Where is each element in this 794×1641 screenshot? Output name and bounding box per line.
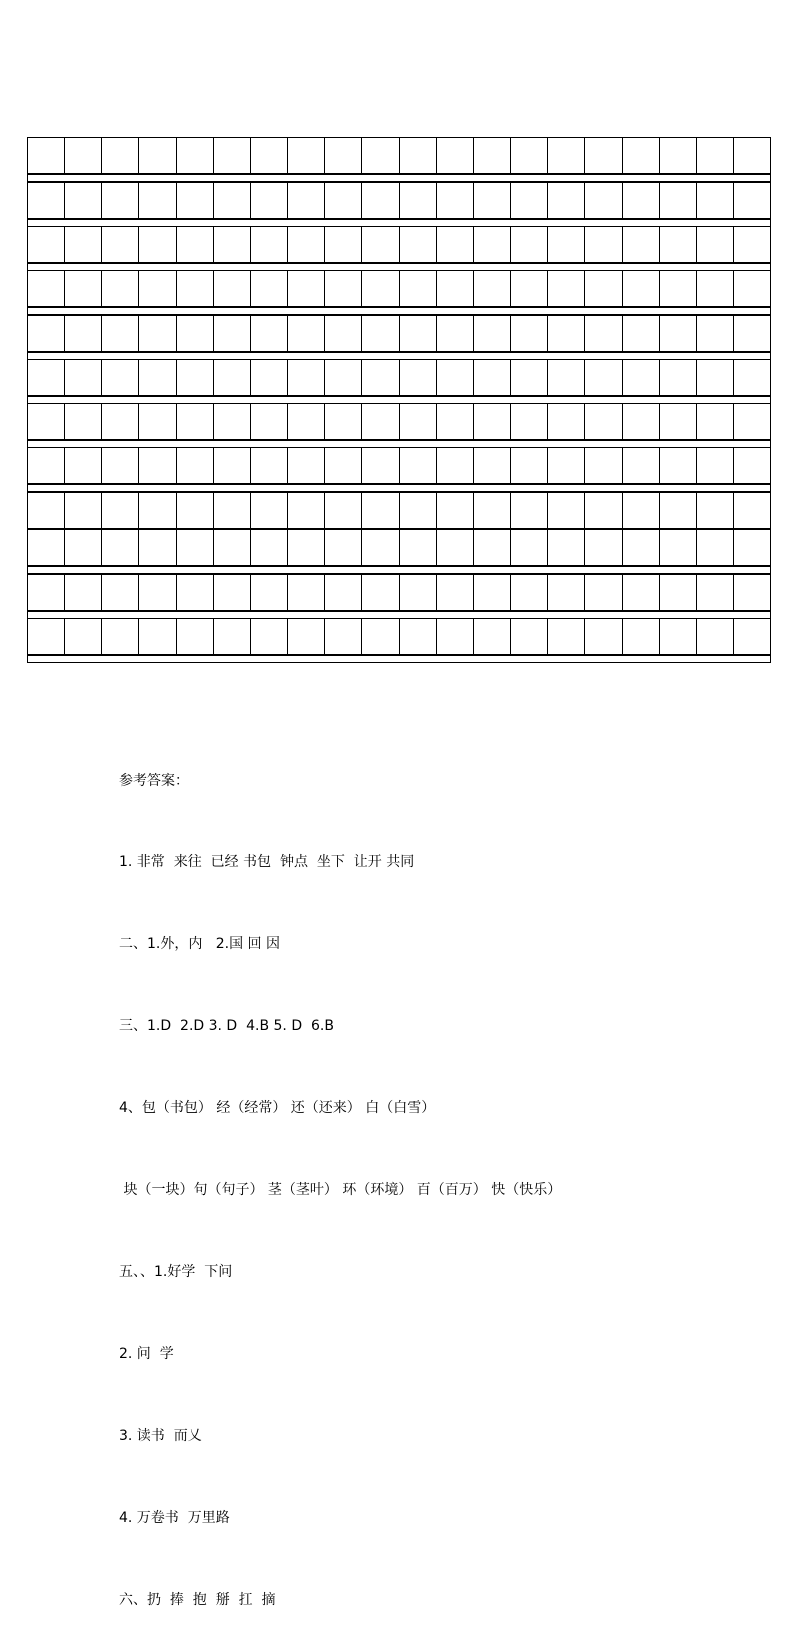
answer-key	[119, 713, 561, 1641]
grid-cell	[214, 183, 251, 218]
grid-cell	[214, 493, 251, 528]
writing-grid	[27, 137, 771, 662]
grid-cell	[585, 316, 622, 351]
grid-cell	[400, 448, 437, 483]
grid-cell	[288, 448, 325, 483]
grid-cell	[400, 227, 437, 262]
grid-cell	[251, 404, 288, 439]
grid-cell	[511, 227, 548, 262]
grid-cell	[400, 138, 437, 173]
grid-cell	[251, 227, 288, 262]
grid-cell	[102, 404, 139, 439]
grid-row	[27, 270, 771, 307]
grid-cell	[697, 183, 734, 218]
grid-spacer-strip	[27, 307, 771, 315]
grid-cell	[734, 530, 770, 565]
grid-cell	[474, 360, 511, 395]
grid-cell	[623, 448, 660, 483]
grid-cell	[548, 530, 585, 565]
grid-cell	[251, 360, 288, 395]
grid-cell	[585, 138, 622, 173]
grid-cell	[362, 138, 399, 173]
grid-cell	[325, 448, 362, 483]
grid-cell	[697, 530, 734, 565]
grid-cell	[251, 448, 288, 483]
grid-cell	[28, 183, 65, 218]
grid-cell	[177, 619, 214, 654]
grid-cell	[288, 271, 325, 306]
grid-cell	[177, 138, 214, 173]
grid-cell	[585, 183, 622, 218]
answer-line: 1. 非常 来往 已经 书包 钟点 坐下 让开 共同	[119, 854, 415, 871]
grid-cell	[585, 575, 622, 610]
grid-cell	[697, 360, 734, 395]
grid-cell	[325, 404, 362, 439]
grid-cell	[251, 138, 288, 173]
grid-cell	[623, 138, 660, 173]
grid-cell	[734, 404, 770, 439]
grid-cell	[585, 530, 622, 565]
grid-cell	[214, 575, 251, 610]
grid-cell	[214, 530, 251, 565]
grid-cell	[139, 138, 176, 173]
grid-cell	[251, 493, 288, 528]
grid-cell	[400, 316, 437, 351]
grid-cell	[288, 619, 325, 654]
grid-cell	[697, 138, 734, 173]
grid-cell	[623, 183, 660, 218]
grid-cell	[734, 138, 770, 173]
grid-cell	[325, 360, 362, 395]
grid-cell	[585, 619, 622, 654]
grid-cell	[511, 448, 548, 483]
grid-cell	[65, 493, 102, 528]
grid-cell	[437, 575, 474, 610]
grid-cell	[102, 271, 139, 306]
grid-cell	[623, 360, 660, 395]
grid-cell	[474, 575, 511, 610]
grid-cell	[102, 575, 139, 610]
grid-cell	[697, 316, 734, 351]
grid-cell	[400, 404, 437, 439]
grid-row	[27, 315, 771, 352]
grid-cell	[362, 404, 399, 439]
grid-cell	[734, 183, 770, 218]
grid-row	[27, 226, 771, 263]
grid-cell	[474, 619, 511, 654]
grid-cell	[325, 575, 362, 610]
grid-cell	[585, 360, 622, 395]
grid-cell	[362, 183, 399, 218]
grid-cell	[660, 619, 697, 654]
grid-cell	[474, 530, 511, 565]
grid-cell	[548, 404, 585, 439]
grid-row	[27, 403, 771, 440]
grid-cell	[177, 271, 214, 306]
grid-cell	[660, 271, 697, 306]
grid-cell	[65, 360, 102, 395]
grid-cell	[362, 493, 399, 528]
grid-cell	[28, 493, 65, 528]
grid-cell	[102, 316, 139, 351]
grid-cell	[400, 183, 437, 218]
grid-cell	[214, 619, 251, 654]
grid-cell	[660, 316, 697, 351]
grid-cell	[65, 316, 102, 351]
grid-cell	[548, 619, 585, 654]
grid-cell	[28, 138, 65, 173]
grid-cell	[139, 183, 176, 218]
grid-cell	[139, 575, 176, 610]
grid-cell	[400, 575, 437, 610]
grid-cell	[214, 448, 251, 483]
grid-cell	[548, 271, 585, 306]
grid-cell	[511, 575, 548, 610]
grid-cell	[102, 183, 139, 218]
grid-cell	[362, 575, 399, 610]
grid-cell	[177, 493, 214, 528]
grid-spacer-strip	[27, 655, 771, 663]
grid-cell	[28, 530, 65, 565]
grid-cell	[28, 575, 65, 610]
answer-line: 六、扔 捧 抱 掰 扛 摘	[119, 1591, 276, 1608]
grid-cell	[437, 493, 474, 528]
grid-cell	[102, 530, 139, 565]
grid-row	[27, 359, 771, 396]
answer-line: 4、包（书包） 经（经常） 还（还来） 白（白雪）	[119, 1100, 436, 1117]
grid-cell	[697, 575, 734, 610]
grid-cell	[511, 316, 548, 351]
grid-cell	[697, 227, 734, 262]
grid-cell	[623, 575, 660, 610]
grid-spacer-strip	[27, 484, 771, 492]
grid-cell	[400, 619, 437, 654]
grid-cell	[214, 271, 251, 306]
grid-cell	[65, 404, 102, 439]
grid-cell	[65, 530, 102, 565]
grid-spacer-strip	[27, 174, 771, 182]
grid-cell	[102, 448, 139, 483]
grid-cell	[511, 360, 548, 395]
grid-cell	[251, 183, 288, 218]
grid-cell	[65, 138, 102, 173]
grid-cell	[65, 448, 102, 483]
grid-cell	[65, 183, 102, 218]
grid-cell	[65, 227, 102, 262]
grid-cell	[65, 619, 102, 654]
grid-cell	[623, 271, 660, 306]
grid-cell	[288, 183, 325, 218]
grid-cell	[288, 404, 325, 439]
grid-cell	[139, 271, 176, 306]
grid-cell	[177, 575, 214, 610]
grid-cell	[102, 138, 139, 173]
grid-cell	[585, 227, 622, 262]
grid-cell	[288, 316, 325, 351]
grid-cell	[511, 619, 548, 654]
grid-cell	[214, 404, 251, 439]
grid-cell	[734, 360, 770, 395]
grid-cell	[28, 360, 65, 395]
grid-cell	[362, 316, 399, 351]
grid-cell	[362, 360, 399, 395]
grid-cell	[400, 360, 437, 395]
grid-cell	[102, 619, 139, 654]
grid-cell	[214, 316, 251, 351]
grid-cell	[437, 271, 474, 306]
grid-cell	[139, 227, 176, 262]
grid-cell	[660, 227, 697, 262]
grid-cell	[474, 316, 511, 351]
grid-cell	[139, 404, 176, 439]
grid-cell	[623, 227, 660, 262]
grid-row	[27, 182, 771, 219]
grid-cell	[288, 138, 325, 173]
grid-cell	[623, 619, 660, 654]
grid-cell	[28, 316, 65, 351]
grid-cell	[214, 138, 251, 173]
grid-cell	[585, 493, 622, 528]
grid-cell	[734, 227, 770, 262]
grid-cell	[734, 448, 770, 483]
grid-cell	[734, 619, 770, 654]
grid-cell	[400, 530, 437, 565]
grid-cell	[28, 619, 65, 654]
grid-cell	[28, 448, 65, 483]
grid-cell	[623, 404, 660, 439]
grid-cell	[474, 138, 511, 173]
grid-cell	[437, 316, 474, 351]
grid-cell	[177, 404, 214, 439]
grid-cell	[511, 530, 548, 565]
grid-cell	[251, 619, 288, 654]
grid-cell	[28, 271, 65, 306]
grid-cell	[214, 227, 251, 262]
grid-cell	[177, 227, 214, 262]
grid-cell	[139, 360, 176, 395]
grid-cell	[139, 493, 176, 528]
grid-cell	[437, 227, 474, 262]
grid-cell	[548, 360, 585, 395]
grid-cell	[288, 575, 325, 610]
grid-cell	[437, 448, 474, 483]
grid-cell	[734, 493, 770, 528]
grid-cell	[325, 183, 362, 218]
grid-cell	[65, 575, 102, 610]
answer-line: 块（一块）句（句子） 茎（茎叶） 环（环境） 百（百万） 快（快乐）	[119, 1182, 562, 1199]
grid-cell	[511, 183, 548, 218]
grid-cell	[660, 575, 697, 610]
grid-cell	[288, 530, 325, 565]
grid-cell	[511, 404, 548, 439]
grid-cell	[177, 530, 214, 565]
answer-line: 4. 万卷书 万里路	[119, 1509, 230, 1526]
grid-cell	[734, 575, 770, 610]
grid-cell	[548, 448, 585, 483]
grid-cell	[474, 271, 511, 306]
grid-cell	[660, 448, 697, 483]
grid-cell	[623, 316, 660, 351]
grid-cell	[474, 448, 511, 483]
grid-cell	[660, 530, 697, 565]
grid-cell	[437, 619, 474, 654]
grid-cell	[548, 316, 585, 351]
grid-cell	[362, 448, 399, 483]
grid-row	[27, 492, 771, 529]
answer-line: 2. 问 学	[119, 1345, 174, 1362]
grid-cell	[177, 316, 214, 351]
grid-cell	[139, 530, 176, 565]
grid-cell	[660, 138, 697, 173]
grid-cell	[362, 619, 399, 654]
grid-cell	[660, 183, 697, 218]
grid-cell	[437, 183, 474, 218]
grid-cell	[511, 271, 548, 306]
grid-cell	[400, 271, 437, 306]
grid-cell	[28, 404, 65, 439]
grid-cell	[474, 404, 511, 439]
grid-cell	[548, 183, 585, 218]
grid-cell	[623, 493, 660, 528]
grid-cell	[102, 227, 139, 262]
grid-cell	[585, 404, 622, 439]
grid-cell	[214, 360, 251, 395]
grid-row	[27, 137, 771, 174]
grid-cell	[660, 360, 697, 395]
answer-line: 二、1.外，内 2.国 回 因	[119, 936, 280, 953]
grid-cell	[102, 493, 139, 528]
grid-cell	[362, 530, 399, 565]
grid-cell	[548, 493, 585, 528]
grid-cell	[660, 493, 697, 528]
grid-cell	[623, 530, 660, 565]
grid-cell	[697, 404, 734, 439]
grid-cell	[474, 227, 511, 262]
grid-cell	[102, 360, 139, 395]
grid-cell	[437, 530, 474, 565]
grid-cell	[325, 227, 362, 262]
grid-cell	[437, 404, 474, 439]
grid-cell	[325, 316, 362, 351]
grid-cell	[511, 138, 548, 173]
grid-cell	[437, 138, 474, 173]
grid-cell	[585, 448, 622, 483]
grid-cell	[251, 530, 288, 565]
grid-cell	[139, 448, 176, 483]
grid-cell	[139, 619, 176, 654]
grid-cell	[28, 227, 65, 262]
grid-cell	[325, 530, 362, 565]
grid-cell	[362, 271, 399, 306]
grid-cell	[325, 493, 362, 528]
grid-cell	[251, 271, 288, 306]
answer-line: 五、、1.好学 下问	[119, 1263, 233, 1280]
grid-cell	[251, 575, 288, 610]
grid-cell	[660, 404, 697, 439]
grid-cell	[325, 619, 362, 654]
grid-cell	[251, 316, 288, 351]
grid-cell	[65, 271, 102, 306]
grid-cell	[288, 493, 325, 528]
grid-cell	[548, 575, 585, 610]
answer-line: 3. 读书 而乂	[119, 1427, 202, 1444]
grid-cell	[325, 271, 362, 306]
grid-cell	[697, 619, 734, 654]
grid-cell	[177, 183, 214, 218]
grid-cell	[288, 360, 325, 395]
answer-line: 三、1.D 2.D 3. D 4.B 5. D 6.B	[119, 1018, 334, 1035]
grid-row	[27, 574, 771, 611]
grid-cell	[474, 183, 511, 218]
grid-spacer-strip	[27, 566, 771, 574]
grid-cell	[437, 360, 474, 395]
grid-cell	[548, 138, 585, 173]
grid-cell	[697, 448, 734, 483]
grid-row	[27, 447, 771, 484]
grid-cell	[139, 316, 176, 351]
grid-cell	[734, 316, 770, 351]
grid-row	[27, 618, 771, 655]
grid-cell	[177, 360, 214, 395]
grid-cell	[585, 271, 622, 306]
answer-title: 参考答案：	[119, 772, 189, 789]
grid-cell	[511, 493, 548, 528]
grid-cell	[400, 493, 437, 528]
grid-cell	[325, 138, 362, 173]
grid-cell	[474, 493, 511, 528]
grid-cell	[288, 227, 325, 262]
grid-cell	[177, 448, 214, 483]
grid-cell	[697, 493, 734, 528]
grid-cell	[548, 227, 585, 262]
grid-cell	[734, 271, 770, 306]
grid-cell	[697, 271, 734, 306]
grid-row	[27, 529, 771, 566]
grid-cell	[362, 227, 399, 262]
